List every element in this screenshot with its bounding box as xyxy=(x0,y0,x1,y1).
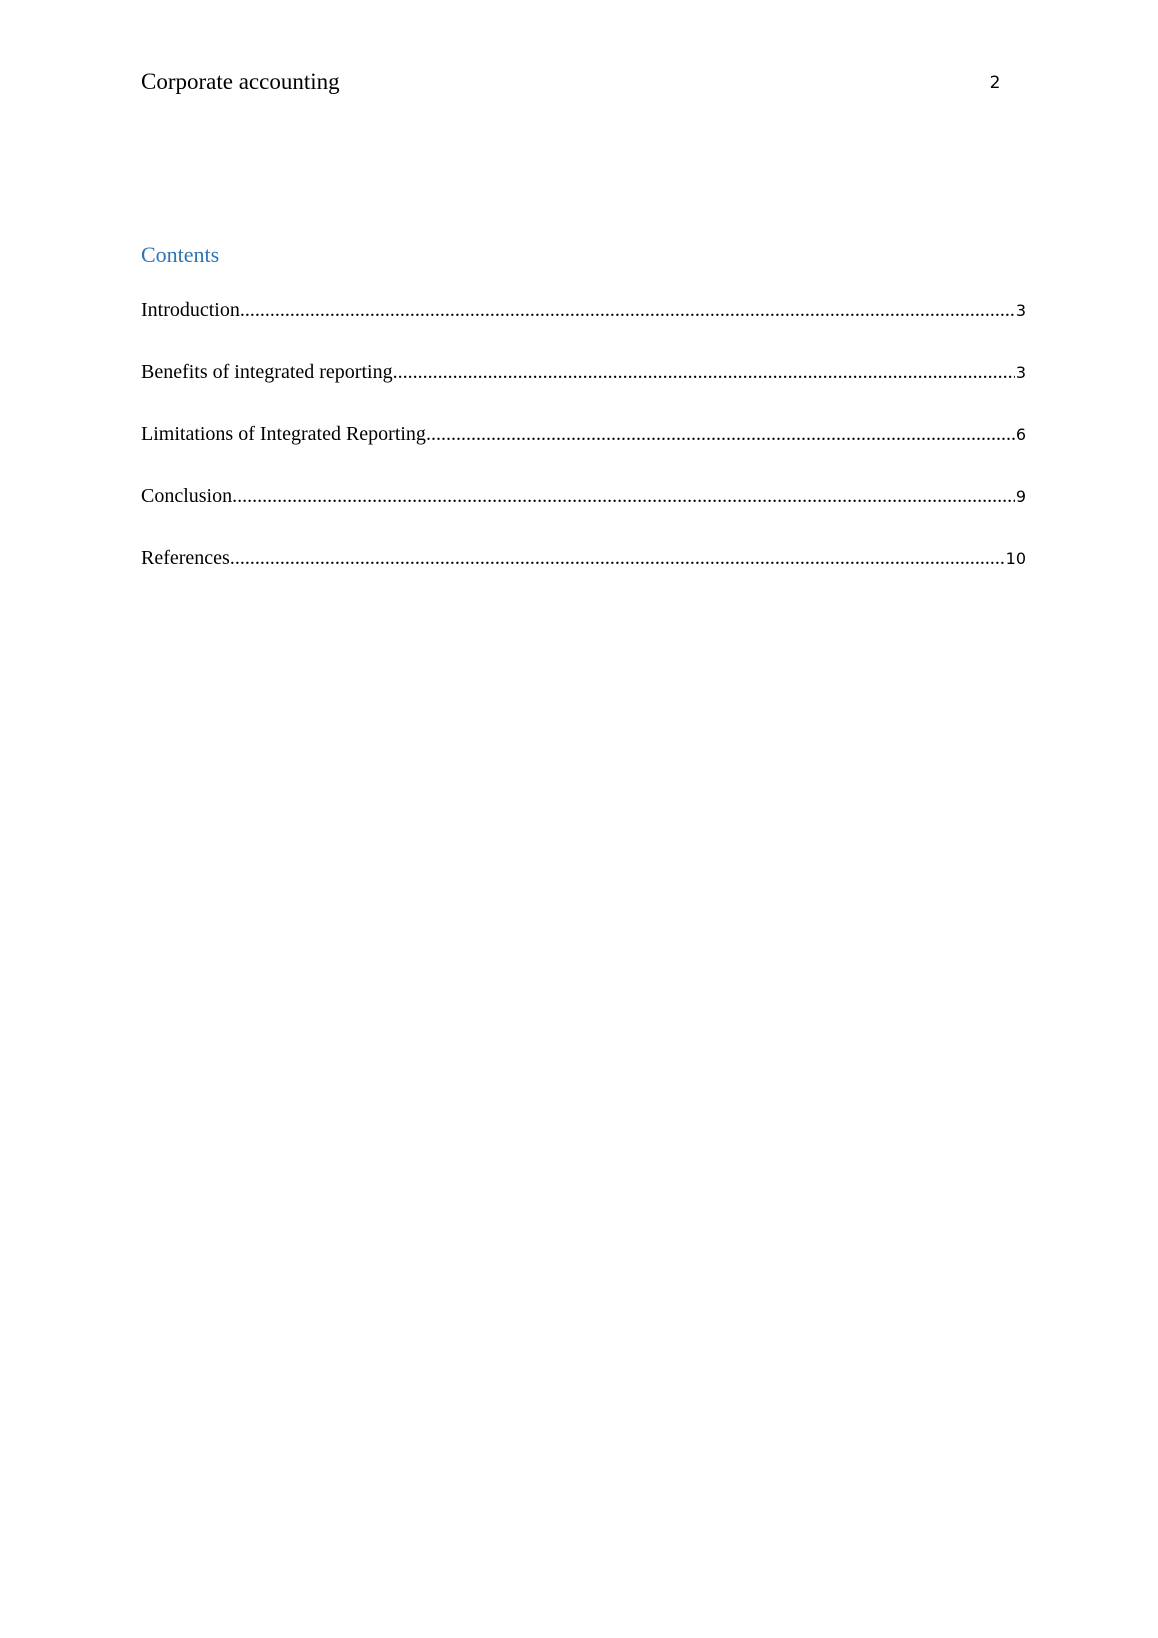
toc-entry-benefits[interactable] xyxy=(141,358,1026,386)
toc-entry-label: Conclusion xyxy=(141,485,233,507)
toc-dot-leader xyxy=(230,544,1005,572)
toc-entry-page: 10 xyxy=(1005,549,1026,568)
toc-dot-leader xyxy=(232,482,1015,510)
page-number: 2 xyxy=(989,73,1001,93)
running-header-title: Corporate accounting xyxy=(141,69,340,94)
toc-entry-page: 3 xyxy=(1015,363,1026,382)
toc-heading: Contents xyxy=(141,242,220,267)
toc-dot-leader xyxy=(240,296,1015,324)
toc-entry-label: Limitations of Integrated Reporting xyxy=(141,423,426,445)
toc-entry-label: Introduction xyxy=(141,299,240,321)
toc-dot-leader xyxy=(426,420,1015,448)
toc-entry-page: 3 xyxy=(1015,301,1026,320)
toc-entry-conclusion[interactable] xyxy=(141,482,1026,510)
toc-entry-page: 6 xyxy=(1015,425,1026,444)
table-of-contents xyxy=(141,296,1026,606)
toc-entry-limitations[interactable] xyxy=(141,420,1026,448)
toc-entry-references[interactable] xyxy=(141,544,1026,572)
toc-entry-label: References xyxy=(141,547,230,569)
toc-entry-introduction[interactable] xyxy=(141,296,1026,324)
toc-entry-label: Benefits of integrated reporting xyxy=(141,361,393,383)
toc-entry-page: 9 xyxy=(1015,487,1026,506)
toc-dot-leader xyxy=(393,358,1015,386)
